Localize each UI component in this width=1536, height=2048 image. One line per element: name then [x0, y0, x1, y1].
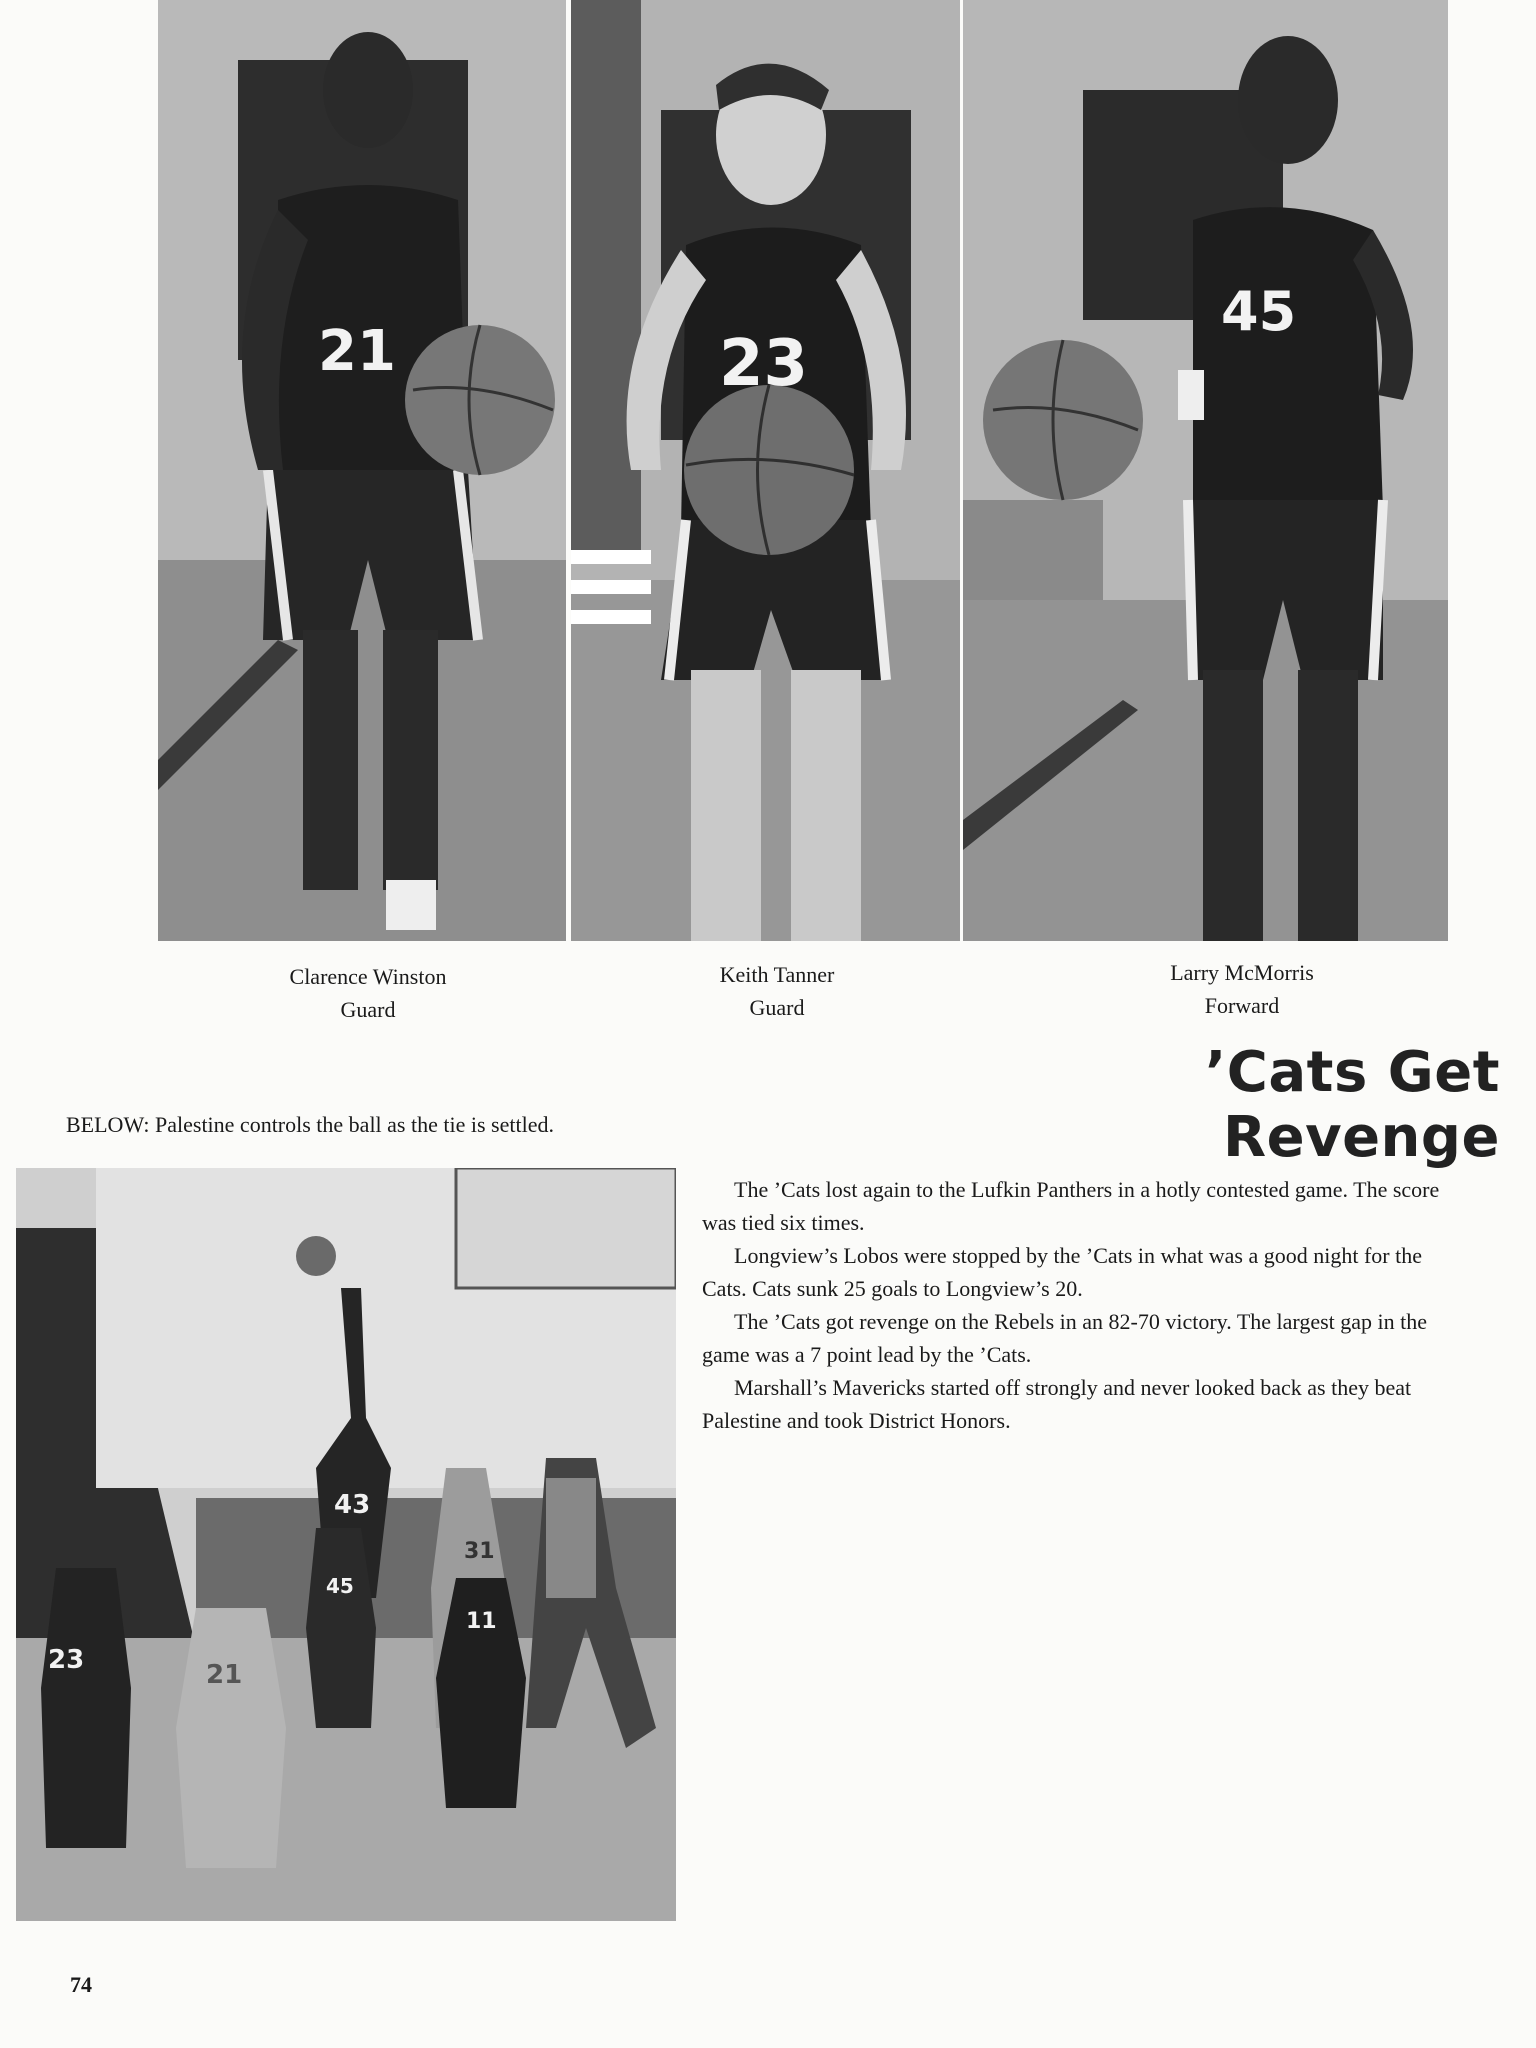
- game-jersey-23: 23: [48, 1645, 85, 1675]
- caption-keith-tanner: [627, 958, 927, 1024]
- player-position: Forward: [1204, 993, 1280, 1018]
- game-jersey-31: 31: [464, 1539, 495, 1564]
- caption-clarence-winston: [218, 960, 518, 1026]
- headline: ’Cats Get Revenge: [1205, 1040, 1500, 1170]
- game-jersey-21: 21: [206, 1660, 243, 1690]
- caption-larry-mcmorris: [1092, 956, 1392, 1022]
- game-action-photo: [16, 1168, 676, 1921]
- article-paragraph: Longview’s Lobos were stopped by the ’Cats in what was a good night for the Cats. Cats sunk 25 goals to Longview’s 20.: [702, 1243, 1422, 1301]
- player-name: Keith Tanner: [719, 962, 835, 987]
- player-photo-clarence-winston: [158, 0, 566, 941]
- game-jersey-11: 11: [466, 1609, 497, 1634]
- player-photo-larry-mcmorris: [963, 0, 1448, 941]
- article-paragraph: The ’Cats lost again to the Lufkin Panthers in a hotly contested game. The score was tied six times.: [702, 1177, 1440, 1235]
- article-body: [702, 1173, 1448, 1437]
- player-photo-keith-tanner: [571, 0, 960, 941]
- player-position: Guard: [340, 997, 396, 1022]
- player-name: Larry McMorris: [1170, 960, 1314, 985]
- jersey-number-21: 21: [318, 319, 396, 384]
- jersey-number-45: 45: [1221, 280, 1297, 343]
- article-paragraph: The ’Cats got revenge on the Rebels in an 82-70 victory. The largest gap in the game was a 7 point lead by the ’Cats.: [702, 1309, 1428, 1367]
- player-name: Clarence Winston: [289, 964, 447, 989]
- game-photo-caption: BELOW: Palestine controls the ball as the tie is settled.: [66, 1112, 554, 1137]
- game-jersey-43: 43: [334, 1490, 371, 1520]
- game-jersey-45: 45: [326, 1574, 354, 1598]
- player-position: Guard: [749, 995, 805, 1020]
- jersey-number-23: 23: [719, 327, 809, 401]
- page-number: 74: [70, 1972, 92, 1997]
- article-paragraph: Marshall’s Mavericks started off strongly and never looked back as they beat Palestine and took District Honors.: [702, 1375, 1412, 1433]
